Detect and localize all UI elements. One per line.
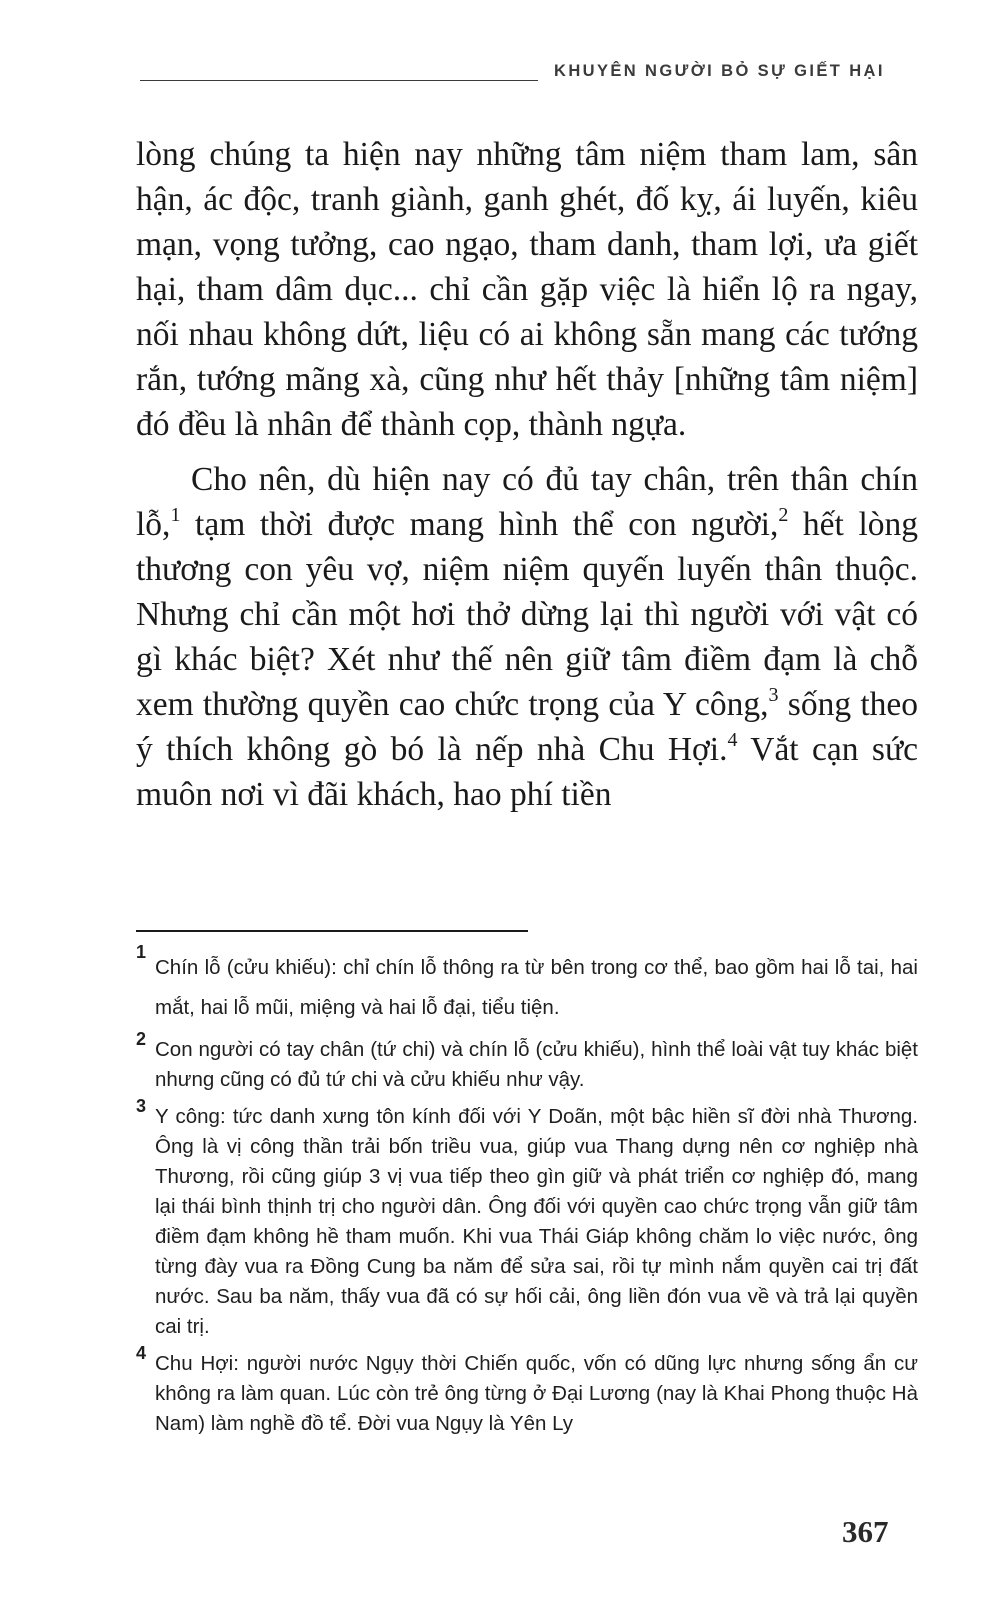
body-paragraph-2	[136, 457, 918, 817]
page-number: 367	[842, 1514, 889, 1549]
footnote-text: Chín lỗ (cửu khiếu): chỉ chín lỗ thông ra từ bên trong cơ thể, bao gồm hai lỗ tai, hai mắt, hai lỗ mũi, miệng và hai lỗ đại, tiểu tiện.	[155, 956, 918, 1019]
footnote-separator	[136, 930, 528, 932]
footnote-text: Con người có tay chân (tứ chi) và chín lỗ (cửu khiếu), hình thể loài vật tuy khác biệt nhưng cũng có đủ tứ chi và cửu khiếu như vậy.	[155, 1038, 918, 1091]
footnote-text: Chu Hợi: người nước Ngụy thời Chiến quốc, vốn có dũng lực nhưng sống ẩn cư không ra làm quan. Lúc còn trẻ ông từng ở Đại Lương (nay là Khai Phong thuộc Hà Nam) làm nghề đồ tể. Đời vua Ngụy là Yên Ly	[155, 1352, 918, 1435]
running-header: KHUYÊN NGƯỜI BỎ SỰ GIẾT HẠI	[554, 62, 885, 80]
footnote-text: Y công: tức danh xưng tôn kính đối với Y Doãn, một bậc hiền sĩ đời nhà Thương. Ông là vị công thần trải bốn triều vua, giúp vua Thang dựng nên cơ nghiệp nhà Thương, rồi cũng giúp 3 vị vua tiếp theo gìn giữ và phát triển cơ nghiệp đó, mang lại thái bình thịnh trị cho người dân. Ông đối với quyền cao chức trọng vẫn giữ tâm điềm đạm không hề tham muốn. Khi vua Thái Giáp không chăm lo việc nước, ông từng đày vua ra Đồng Cung ba năm để sửa sai, rồi tự mình nắm quyền cai trị đất nước. Sau ba năm, thấy vua đã có sự hối cải, ông liền đón vua về và trả lại quyền cai trị.	[155, 1105, 918, 1338]
footnote-ref-1[interactable]: 1	[170, 504, 181, 526]
footnote-1	[136, 942, 918, 1028]
body-text	[136, 132, 918, 817]
footnote-ref-4[interactable]: 4	[727, 729, 738, 751]
paragraph-segment: Cho nên, dù hiện nay có đủ tay chân, trên thân chín lỗ,	[136, 461, 918, 543]
footnote-ref-3[interactable]: 3	[768, 684, 779, 706]
paragraph-segment: sống theo ý thích không gò bó là nếp nhà Chu Hợi.	[136, 686, 918, 768]
header-rule	[140, 80, 538, 81]
footnote-3	[136, 1096, 918, 1342]
paragraph-segment: hết lòng thương con yêu vợ, niệm niệm quyến luyến thân thuộc. Nhưng chỉ cần một hơi thở dừng lại thì người với vật có gì khác biệt? Xét như thế nên giữ tâm điềm đạm là chỗ xem thường quyền cao chức trọng của Y công,	[136, 506, 918, 723]
paragraph-segment: tạm thời được mang hình thể con người,	[180, 506, 779, 543]
footnote-4	[136, 1343, 918, 1439]
paragraph-segment: Vắt cạn sức muôn nơi vì đãi khách, hao phí tiền	[136, 731, 918, 813]
footnote-number: 3	[136, 1096, 147, 1116]
footnotes	[136, 942, 918, 1446]
footnote-number: 2	[136, 1029, 147, 1049]
footnote-number: 4	[136, 1343, 147, 1363]
footnote-2	[136, 1029, 918, 1095]
body-paragraph-1: lòng chúng ta hiện nay những tâm niệm tham lam, sân hận, ác độc, tranh giành, ganh ghét, đố kỵ, ái luyến, kiêu mạn, vọng tưởng, cao ngạo, tham danh, tham lợi, ưa giết hại, tham dâm dục... chỉ cần gặp việc là hiển lộ ra ngay, nối nhau không dứt, liệu có ai không sẵn mang các tướng rắn, tướng mãng xà, cũng như hết thảy [những tâm niệm] đó đều là nhân để thành cọp, thành ngựa.	[136, 136, 918, 443]
footnote-number: 1	[136, 942, 147, 962]
footnote-ref-2[interactable]: 2	[778, 504, 789, 526]
